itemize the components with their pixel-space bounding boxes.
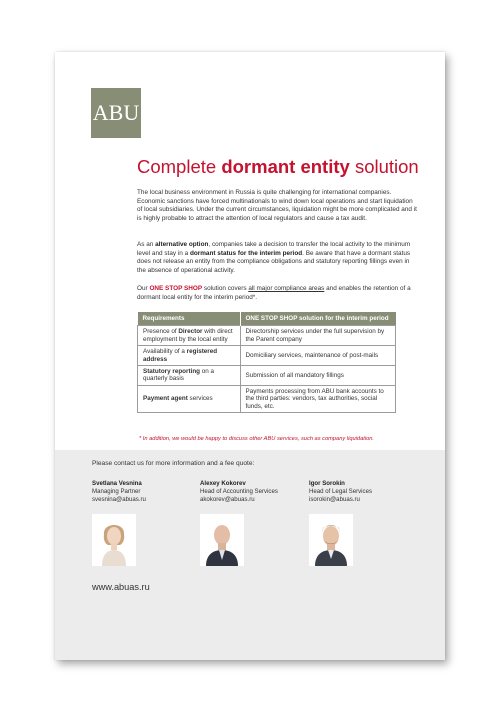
page-title [137, 156, 437, 178]
logo-text: ABU [92, 100, 140, 125]
contact-card-sorokin [309, 480, 399, 504]
table-row [138, 326, 396, 346]
req-bold: Statutory reporting [143, 368, 201, 376]
contact-email[interactable]: svesnina@abuas.ru [92, 496, 146, 503]
contact-role: Managing Partner [92, 488, 141, 495]
req-bold: Director [178, 328, 203, 336]
req-text: Presence of [143, 328, 179, 336]
website-link[interactable]: www.abuas.ru [92, 582, 150, 592]
requirement-cell [138, 326, 241, 346]
req-text: Availability of a [143, 348, 187, 356]
p2-text-bold-b: alternative option [155, 241, 209, 248]
contact-name: Igor Sorokin [309, 480, 345, 487]
contact-photo-vesnina [92, 514, 136, 566]
req-bold: Payment agent [143, 395, 188, 403]
p2-text-bold-d: dormant status for the interim period [189, 249, 303, 257]
contact-card-kokorev [200, 480, 290, 504]
p3-text-e: and enables the retention of a dormant local entity for the interim period*. [137, 285, 411, 301]
contact-intro: Please contact us for more information and a fee quote: [92, 460, 255, 467]
req-text-post: services [187, 395, 213, 403]
footnote: * In addition, we would be happy to discuss other ABU services, such as company liquidation. [139, 436, 375, 442]
solution-cell: Domiciliary services, maintenance of post-mails [240, 346, 396, 366]
req-bold: registered address [143, 348, 218, 363]
title-part-1: Complete [137, 156, 222, 177]
requirement-cell [138, 366, 241, 386]
requirement-cell [138, 385, 241, 412]
contact-name: Svetlana Vesnina [92, 480, 142, 487]
solution-cell: Payments processing from ABU bank accounts to the third parties: vendors, tax authorities, social funds, etc. [240, 385, 396, 412]
portrait-icon [200, 514, 244, 566]
one-stop-shop-paragraph [137, 285, 417, 302]
contact-role: Head of Accounting Services [200, 488, 278, 495]
contact-email[interactable]: isorokin@abuas.ru [309, 496, 360, 503]
table-row [138, 385, 396, 412]
alternative-paragraph [137, 241, 417, 275]
p3-text-a: Our [137, 285, 150, 292]
contact-photo-kokorev [200, 514, 244, 566]
p2-text-a: As an [137, 241, 156, 248]
table-row [138, 346, 396, 366]
p3-compliance-areas: all major compliance areas [248, 285, 325, 292]
document-page [55, 52, 445, 660]
contact-card-vesnina [92, 480, 182, 504]
title-part-bold: dormant entity [221, 156, 350, 177]
p2-text-c: , companies take a decision to transfer the local activity to the minimum level and stay in a [137, 241, 411, 257]
p3-one-stop-shop: ONE STOP SHOP [149, 285, 203, 292]
p3-text-c: solution covers [202, 285, 249, 292]
contact-name: Alexey Kokorev [200, 480, 246, 487]
p2-text-e: . Be aware that have a dormant status does not release an entity from the compliance obligations and statutory reporting fillings even in the absence of operational activity. [137, 249, 411, 274]
solution-cell: Submission of all mandatory fillings [240, 366, 396, 386]
abu-logo [91, 88, 141, 138]
req-text-post: with direct employment by the local entity [143, 328, 233, 343]
portrait-icon [309, 514, 353, 566]
req-text-post: on a quarterly basis [143, 368, 215, 383]
portrait-icon [92, 514, 136, 566]
contact-photo-sorokin [309, 514, 353, 566]
contact-role: Head of Legal Services [309, 488, 373, 495]
requirements-table [137, 312, 396, 413]
table-header-row [138, 312, 396, 326]
intro-paragraph: The local business environment in Russia is quite challenging for international companies. Economic sanctions have forced multinationals to wind down local operations and start liquidation of local subsidiaries. Under the current circumstances, liquidation might be more complicated and it is highly probable to attract the attention of local regulators and cause a tax audit. [137, 189, 417, 222]
header-solution: ONE STOP SHOP solution for the interim period [240, 312, 396, 326]
requirement-cell [138, 346, 241, 366]
header-requirements: Requirements [138, 312, 241, 326]
table-row [138, 366, 396, 386]
contact-email[interactable]: akokorev@abuas.ru [200, 496, 255, 503]
title-part-2: solution [349, 156, 419, 177]
solution-cell: Directorship services under the full supervision by the Parent company [240, 326, 396, 346]
